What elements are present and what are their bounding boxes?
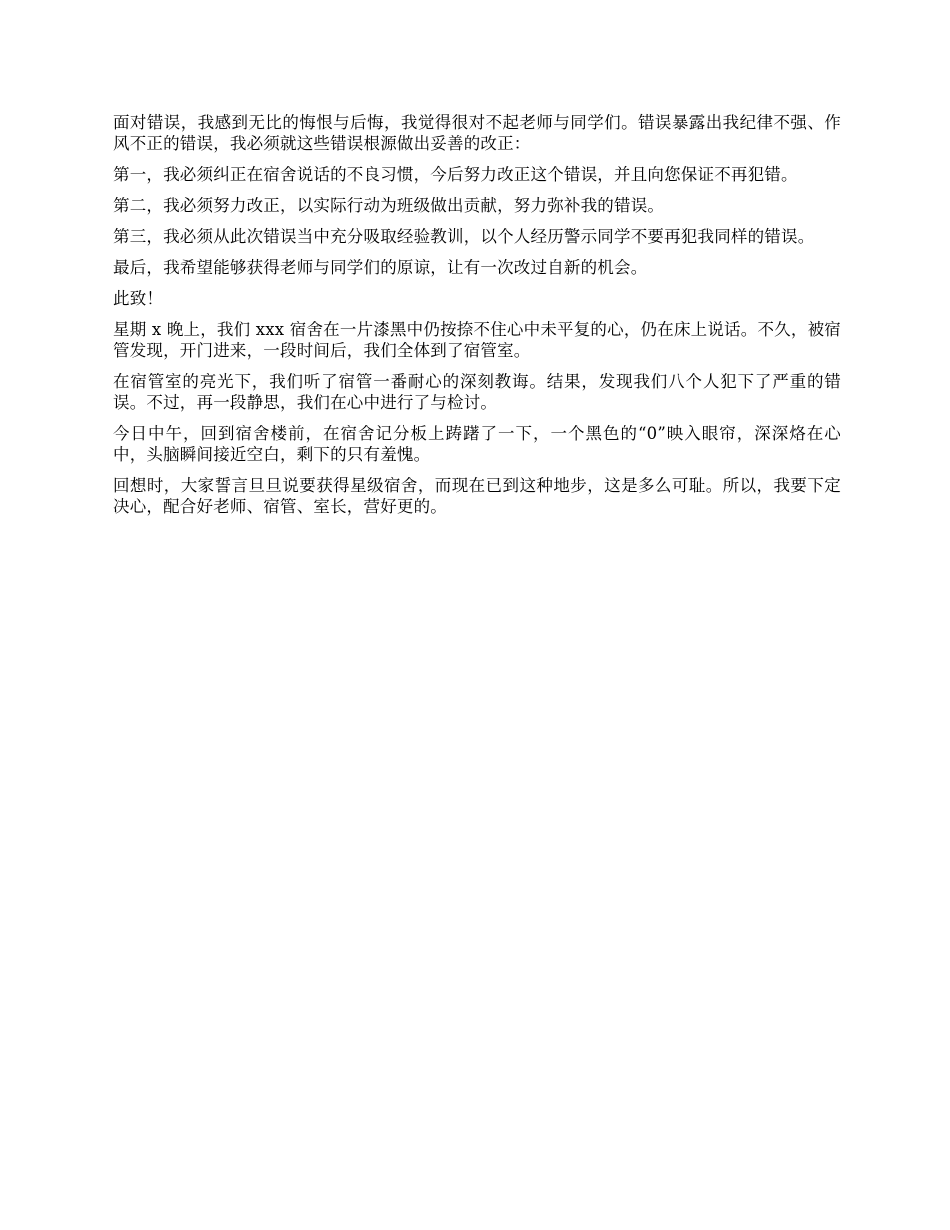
closing-salutation: 此致！ <box>113 289 164 308</box>
paragraph: 星期 x 晚上，我们 xxx 宿舍在一片漆黑中仍按捺不住心中未平复的心，仍在床上说话。不久，被宿管发现，开门进来，一段时间后，我们全体到了宿管室。 <box>113 320 841 360</box>
paragraph: 最后，我希望能够获得老师与同学们的原谅，让有一次改过自新的机会。 <box>113 258 648 277</box>
paragraph: 今日中午，回到宿舍楼前，在宿舍记分板上踌躇了一下，一个黑色的“0”映入眼帘，深深烙在心中，头脑瞬间接近空白，剩下的只有羞愧。 <box>113 424 841 464</box>
paragraph: 面对错误，我感到无比的悔恨与后悔，我觉得很对不起老师与同学们。错误暴露出我纪律不强、作风不正的错误，我必须就这些错误根源做出妥善的改正： <box>113 113 841 153</box>
document-body <box>113 112 841 527</box>
paragraph: 第二，我必须努力改正，以实际行动为班级做出贡献，努力弥补我的错误。 <box>113 196 665 215</box>
paragraph: 在宿管室的亮光下，我们听了宿管一番耐心的深刻教诲。结果，发现我们八个人犯下了严重的错误。不过，再一段静思，我们在心中进行了与检讨。 <box>113 372 841 412</box>
paragraph: 第三，我必须从此次错误当中充分吸取经验教训，以个人经历警示同学不要再犯我同样的错误。 <box>113 227 815 246</box>
paragraph: 回想时，大家誓言旦旦说要获得星级宿舍，而现在已到这种地步，这是多么可耻。所以，我要下定决心，配合好老师、宿管、室长，营好更的。 <box>113 476 841 516</box>
paragraph: 第一，我必须纠正在宿舍说话的不良习惯，今后努力改正这个错误，并且向您保证不再犯错。 <box>113 165 798 184</box>
